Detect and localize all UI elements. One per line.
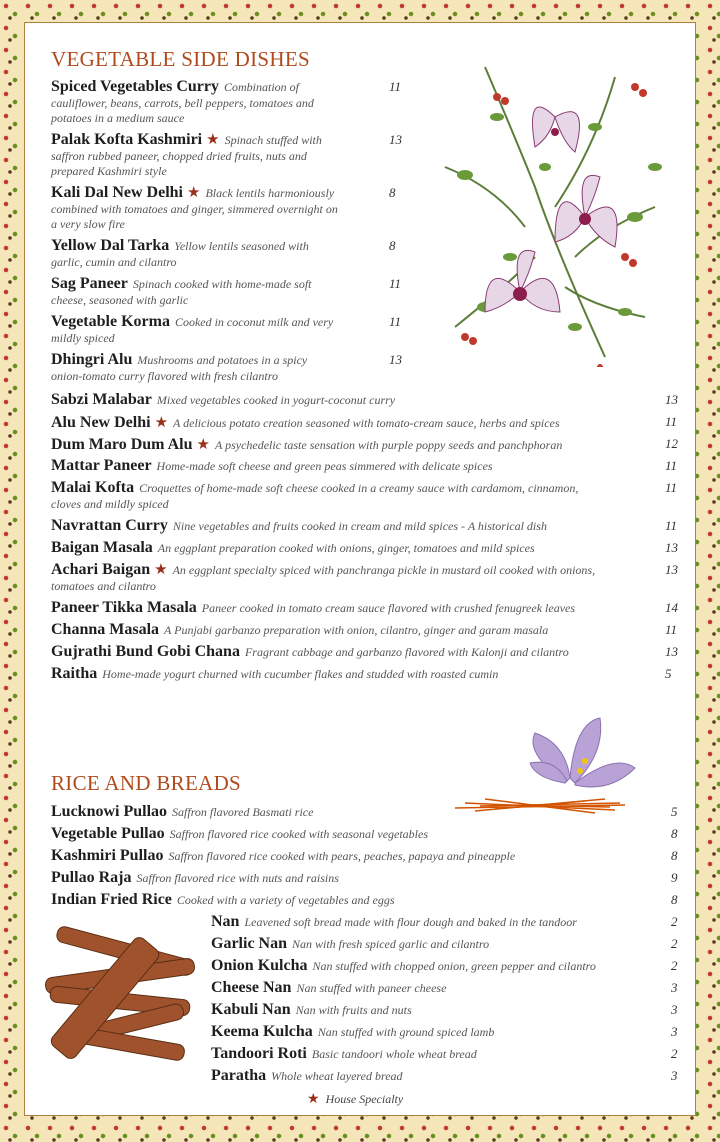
menu-item	[51, 599, 575, 617]
item-name: Nan	[211, 913, 240, 930]
item-price: 11	[665, 518, 678, 533]
item-name: Achari Baigan	[51, 561, 151, 578]
menu-item	[51, 435, 562, 454]
item-description: An eggplant specialty spiced with panchranga pickle in mustard oil cooked with onions, tomatoes and cilantro	[51, 563, 596, 593]
menu-item	[51, 351, 341, 384]
item-name: Dhingri Alu	[51, 351, 133, 368]
item-description: Mushrooms and potatoes in a spicy onion-tomato curry flavored with fresh cilantro	[51, 353, 308, 383]
item-name: Malai Kofta	[51, 479, 135, 496]
menu-item	[51, 665, 498, 683]
item-description: Home-made yogurt churned with cucumber flakes and studded with roasted cumin	[102, 667, 499, 681]
menu-item	[51, 891, 395, 909]
menu-item	[211, 1023, 494, 1041]
item-description: Yellow lentils seasoned with garlic, cumin and cilantro	[51, 239, 309, 269]
item-price: 8	[389, 185, 396, 200]
item-description: Combination of cauliflower, beans, carrots, bell peppers, tomatoes and potatoes in a medium sauce	[51, 80, 314, 125]
item-name: Palak Kofta Kashmiri	[51, 131, 203, 148]
item-price: 5	[665, 666, 672, 681]
item-name: Yellow Dal Tarka	[51, 237, 170, 254]
item-price: 13	[665, 540, 678, 555]
item-description: Saffron flavored rice cooked with seasonal vegetables	[169, 827, 429, 841]
item-description: Nan with fresh spiced garlic and cilantro	[292, 937, 490, 951]
menu-item	[51, 803, 313, 821]
item-name: Baigan Masala	[51, 539, 153, 556]
item-description: Nan with fruits and nuts	[295, 1003, 412, 1017]
item-price: 13	[665, 562, 678, 577]
item-description: Fragrant cabbage and garbanzo flavored with Kalonji and cilantro	[244, 645, 569, 659]
item-name: Dum Maro Dum Alu	[51, 436, 193, 453]
menu-item	[211, 913, 577, 931]
item-name: Onion Kulcha	[211, 957, 308, 974]
house-specialty-legend	[307, 1091, 403, 1108]
menu-item	[51, 643, 569, 661]
item-description: Whole wheat layered bread	[271, 1069, 403, 1083]
item-name: Sabzi Malabar	[51, 391, 152, 408]
item-description: Nan stuffed with paneer cheese	[296, 981, 447, 995]
menu-item	[211, 979, 446, 997]
item-name: Garlic Nan	[211, 935, 287, 952]
item-price: 11	[665, 414, 678, 429]
item-name: Keema Kulcha	[211, 1023, 313, 1040]
item-description: Nan stuffed with chopped onion, green pepper and cilantro	[312, 959, 596, 973]
item-name: Sag Paneer	[51, 275, 128, 292]
item-price: 13	[665, 644, 678, 659]
rice-section-title: RICE AND BREADS	[51, 771, 242, 795]
menu-page	[24, 22, 696, 1116]
item-description: Mixed vegetables cooked in yogurt-coconut curry	[156, 393, 396, 407]
item-name: Channa Masala	[51, 621, 160, 638]
item-price: 11	[665, 622, 678, 637]
item-name: Indian Fried Rice	[51, 891, 172, 908]
item-price: 13	[665, 392, 678, 407]
cinnamon-sticks-illustration	[35, 923, 205, 1073]
item-name: Gujrathi Bund Gobi Chana	[51, 643, 240, 660]
item-name: Kali Dal New Delhi	[51, 184, 183, 201]
item-name: Vegetable Korma	[51, 313, 170, 330]
menu-item	[51, 561, 611, 594]
item-price: 14	[665, 600, 678, 615]
veg-section-title: VEGETABLE SIDE DISHES	[51, 47, 310, 71]
menu-item	[211, 1045, 477, 1063]
item-description: Spinach stuffed with saffron rubbed paneer, chopped dried fruits, nuts and prepared Kashmiri style	[51, 133, 322, 178]
star-icon: ★	[307, 1092, 320, 1107]
menu-item	[51, 847, 515, 865]
menu-item	[51, 313, 341, 346]
item-price: 11	[389, 314, 402, 329]
menu-item	[211, 1067, 403, 1085]
item-description: A psychedelic taste sensation with purple poppy seeds and panchphoran	[214, 438, 563, 452]
menu-item	[211, 935, 489, 953]
item-price: 13	[389, 132, 402, 147]
menu-item	[211, 1001, 412, 1019]
item-name: Vegetable Pullao	[51, 825, 165, 842]
item-description: An eggplant preparation cooked with onions, ginger, tomatoes and mild spices	[157, 541, 535, 555]
item-price: 11	[665, 480, 678, 495]
menu-item	[51, 78, 341, 126]
item-name: Lucknowi Pullao	[51, 803, 168, 820]
saffron-illustration	[435, 713, 645, 823]
item-description: Spinach cooked with home-made soft cheese, seasoned with garlic	[51, 277, 312, 307]
menu-item	[51, 539, 535, 557]
item-description: Cooked in coconut milk and very mildly spiced	[51, 315, 334, 345]
item-description: Home-made soft cheese and green peas simmered with delicate spices	[156, 459, 493, 473]
item-price: 9	[671, 870, 678, 885]
item-price: 2	[671, 1046, 678, 1061]
menu-item	[51, 391, 395, 409]
house-specialty-star-icon: ★	[196, 437, 210, 453]
item-name: Paratha	[211, 1067, 267, 1084]
item-name: Cheese Nan	[211, 979, 292, 996]
item-price: 3	[671, 980, 678, 995]
menu-item	[51, 869, 339, 887]
house-specialty-star-icon: ★	[154, 415, 169, 431]
item-description: Leavened soft bread made with flour dough and baked in the tandoor	[244, 915, 577, 929]
item-description: Saffron flavored rice cooked with pears, peaches, papaya and pineapple	[168, 849, 516, 863]
item-price: 11	[389, 79, 402, 94]
legend-label: House Specialty	[325, 1092, 404, 1106]
item-description: Nine vegetables and fruits cooked in cream and mild spices - A historical dish	[172, 519, 547, 533]
item-name: Navrattan Curry	[51, 517, 168, 534]
item-description: Basic tandoori whole wheat bread	[311, 1047, 477, 1061]
menu-item	[51, 237, 341, 270]
item-description: Saffron flavored rice with nuts and raisins	[136, 871, 339, 885]
item-name: Kashmiri Pullao	[51, 847, 164, 864]
menu-item	[51, 517, 547, 535]
item-description: Paneer cooked in tomato cream sauce flavored with crushed fenugreek leaves	[201, 601, 576, 615]
item-name: Kabuli Nan	[211, 1001, 291, 1018]
menu-item	[51, 457, 493, 475]
item-description: Saffron flavored Basmati rice	[172, 805, 314, 819]
house-specialty-star-icon: ★	[187, 185, 201, 201]
item-description: Nan stuffed with ground spiced lamb	[317, 1025, 495, 1039]
item-name: Raitha	[51, 665, 98, 682]
item-price: 8	[389, 238, 396, 253]
item-description: A delicious potato creation seasoned with tomato-cream sauce, herbs and spices	[173, 416, 560, 430]
item-name: Tandoori Roti	[211, 1045, 307, 1062]
item-description: Croquettes of home-made soft cheese cooked in a creamy sauce with cardamom, cinnamon, cloves and mildly spiced	[51, 481, 579, 511]
menu-item	[51, 184, 341, 232]
house-specialty-star-icon: ★	[206, 132, 220, 148]
item-price: 8	[671, 826, 678, 841]
menu-item	[51, 621, 548, 639]
house-specialty-star-icon: ★	[154, 562, 168, 578]
menu-item	[211, 957, 596, 975]
item-price: 11	[665, 458, 678, 473]
item-name: Alu New Delhi	[51, 414, 151, 431]
item-price: 2	[671, 958, 678, 973]
item-name: Mattar Paneer	[51, 457, 152, 474]
menu-item	[51, 825, 428, 843]
menu-item	[51, 413, 560, 432]
item-description: A Punjabi garbanzo preparation with onion, cilantro, ginger and garam masala	[164, 623, 549, 637]
item-price: 3	[671, 1024, 678, 1039]
menu-item	[51, 131, 341, 179]
item-name: Spiced Vegetables Curry	[51, 78, 219, 95]
item-price: 2	[671, 936, 678, 951]
menu-item	[51, 479, 611, 512]
item-name: Pullao Raja	[51, 869, 132, 886]
item-price: 2	[671, 914, 678, 929]
item-name: Paneer Tikka Masala	[51, 599, 197, 616]
item-price: 5	[671, 804, 678, 819]
item-price: 3	[671, 1002, 678, 1017]
menu-item	[51, 275, 341, 308]
item-price: 13	[389, 352, 402, 367]
item-price: 8	[671, 848, 678, 863]
onion-flower-illustration	[425, 57, 675, 367]
item-price: 11	[389, 276, 402, 291]
item-price: 3	[671, 1068, 678, 1083]
item-price: 12	[665, 436, 678, 451]
item-price: 8	[671, 892, 678, 907]
item-description: Cooked with a variety of vegetables and eggs	[176, 893, 395, 907]
item-description: Black lentils harmoniously combined with tomatoes and ginger, simmered overnight on a very slow fire	[51, 186, 338, 231]
